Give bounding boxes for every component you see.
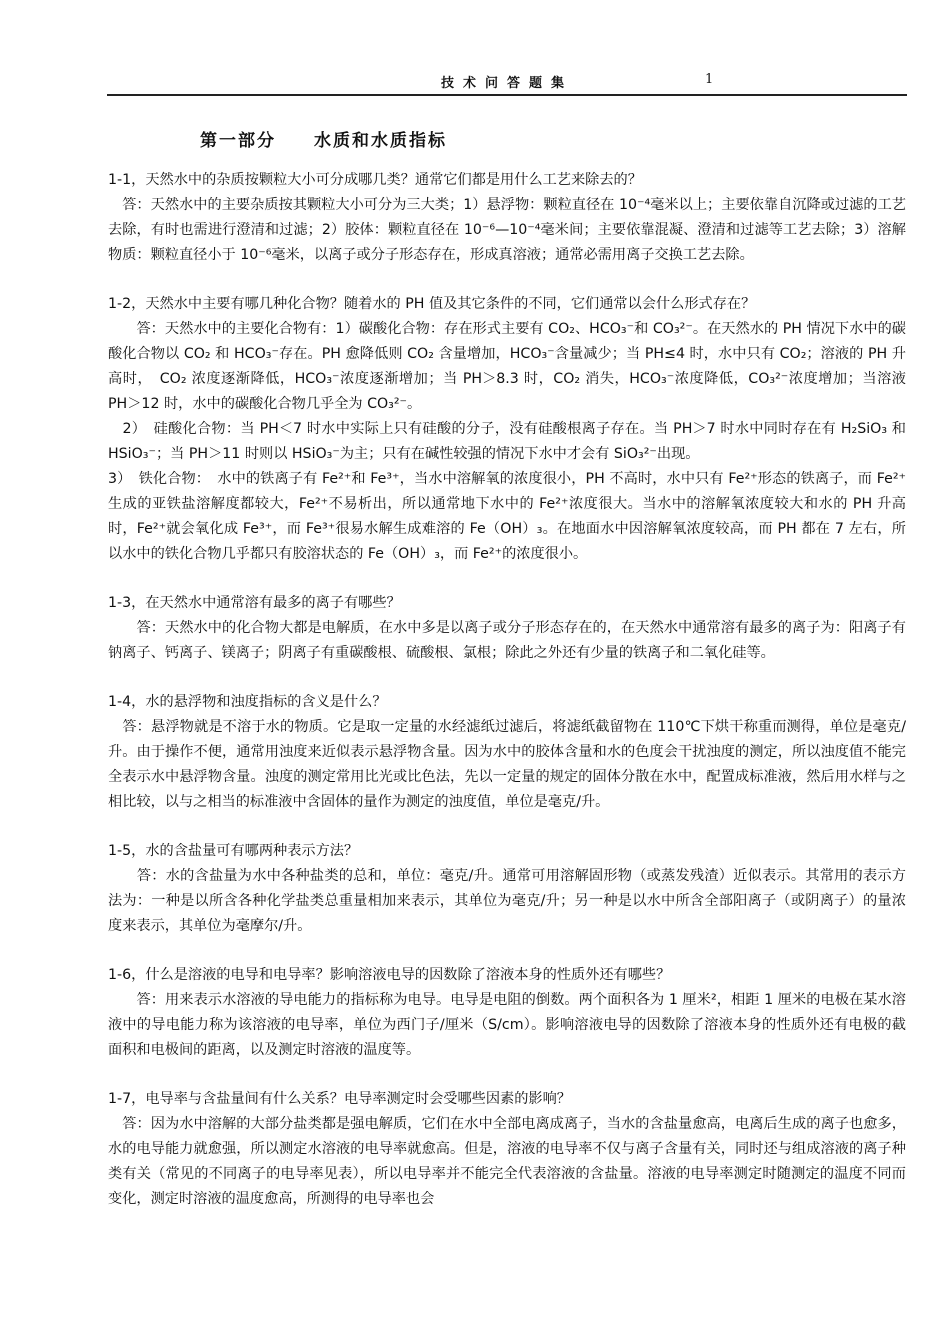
answer-1-2-carbonate: 答：天然水中的主要化合物有：1）碳酸化合物：存在形式主要有 CO₂、HCO₃⁻和 CO₃²⁻。在天然水的 PH 情况下水中的碳酸化合物以 CO₂ 和 HCO₃⁻存在。PH 愈降低则 CO₂ 含量增加，HCO₃⁻含量减少；当 PH≤4 时，水中只有 CO₂；溶液的 PH 升高时， CO₂ 浓度逐渐降低，HCO₃⁻浓度逐渐增加；当 PH＞8.3 时，CO₂ 消失，HCO₃⁻浓度降低，CO₃²⁻浓度增加；当溶液 PH＞12 时，水中的碳酸化合物几乎全为 CO₃²⁻。 (108, 321, 906, 412)
question-1-4: 1-4，水的悬浮物和浊度指标的含义是什么？ (108, 694, 387, 710)
answer-1-1: 答：天然水中的主要杂质按其颗粒大小可分为三大类；1）悬浮物：颗粒直径在 10⁻⁴毫米以上；主要依靠自沉降或过滤的工艺去除，有时也需进行澄清和过滤；2）胶体：颗粒直径在 10⁻⁶—10⁻⁴毫米间；主要依靠混凝、澄清和过滤等工艺去除；3）溶解物质：颗粒直径小于 10⁻⁶毫米，以离子或分子形态存在，形成真溶液；通常必需用离子交换工艺去除。 (108, 197, 906, 263)
part-title: 第一部分 水质和水质指标 (200, 131, 447, 151)
header-title: 技术问答题集 (440, 76, 573, 91)
document-body (108, 168, 906, 1212)
question-1-2: 1-2，天然水中主要有哪几种化合物？随着水的 PH 值及其它条件的不同，它们通常以会什么形式存在？ (108, 296, 756, 312)
answer-1-5: 答：水的含盐量为水中各种盐类的总和，单位：毫克/升。通常可用溶解固形物（或蒸发残渣）近似表示。其常用的表示方法为：一种是以所含各种化学盐类总重量相加来表示，其单位为毫克/升；另一种是以水中所含全部阳离子（或阴离子）的量浓度来表示，其单位为毫摩尔/升。 (108, 868, 906, 934)
question-1-6: 1-6，什么是溶液的电导和电导率？影响溶液电导的因数除了溶液本身的性质外还有哪些？ (108, 967, 671, 983)
page-number: 1 (705, 72, 714, 87)
question-1-1: 1-1，天然水中的杂质按颗粒大小可分成哪几类？通常它们都是用什么工艺来除去的？ (108, 172, 642, 188)
question-1-3: 1-3，在天然水中通常溶有最多的离子有哪些？ (108, 595, 401, 611)
question-1-5: 1-5，水的含盐量可有哪两种表示方法？ (108, 843, 359, 859)
page-header (107, 72, 907, 96)
answer-1-3: 答：天然水中的化合物大都是电解质，在水中多是以离子或分子形态存在的，在天然水中通常溶有最多的离子为：阳离子有钠离子、钙离子、镁离子；阴离子有重碳酸根、硫酸根、氯根；除此之外还有少量的铁离子和二氧化硅等。 (108, 620, 906, 661)
answer-1-2-silicate: 2） 硅酸化合物：当 PH＜7 时水中实际上只有硅酸的分子，没有硅酸根离子存在。当 PH＞7 时水中同时存在有 H₂SiO₃ 和 HSiO₃⁻；当 PH＞11 时则以 HSiO₃⁻为主；只有在碱性较强的情况下水中才会有 SiO₃²⁻出现。 (108, 421, 906, 462)
answer-1-4: 答：悬浮物就是不溶于水的物质。它是取一定量的水经滤纸过滤后，将滤纸截留物在 110℃下烘干称重而测得，单位是毫克/升。由于操作不便，通常用浊度来近似表示悬浮物含量。因为水中的胶体含量和水的色度会干扰浊度的测定，所以浊度值不能完全表示水中悬浮物含量。浊度的测定常用比光或比色法，先以一定量的规定的固体分散在水中，配置成标准液，然后用水样与之相比较，以与之相当的标准液中含固体的量作为测定的浊度值，单位是毫克/升。 (108, 719, 906, 810)
question-1-7: 1-7，电导率与含盐量间有什么关系？电导率测定时会受哪些因素的影响？ (108, 1091, 571, 1107)
answer-1-6: 答：用来表示水溶液的导电能力的指标称为电导。电导是电阻的倒数。两个面积各为 1 厘米²，相距 1 厘米的电极在某水溶液中的导电能力称为该溶液的电导率，单位为西门子/厘米（S/cm）。影响溶液电导的因数除了溶液本身的性质外还有电极的截面积和电极间的距离，以及测定时溶液的温度等。 (108, 992, 906, 1058)
answer-1-2-iron: 3） 铁化合物： 水中的铁离子有 Fe²⁺和 Fe³⁺，当水中溶解氧的浓度很小，PH 不高时，水中只有 Fe²⁺形态的铁离子，而 Fe²⁺生成的亚铁盐溶解度都较大，Fe²⁺不易析出，所以通常地下水中的 Fe²⁺浓度很大。当水中的溶解氧浓度较大和水的 PH 升高时，Fe²⁺就会氧化成 Fe³⁺，而 Fe³⁺很易水解生成难溶的 Fe（OH）₃。在地面水中因溶解氧浓度较高，而 PH 都在 7 左右，所以水中的铁化合物几乎都只有胶溶状态的 Fe（OH）₃，而 Fe²⁺的浓度很小。 (108, 471, 906, 562)
answer-1-7: 答：因为水中溶解的大部分盐类都是强电解质，它们在水中全部电离成离子，当水的含盐量愈高，电离后生成的离子也愈多，水的电导能力就愈强，所以测定水溶液的电导率就愈高。但是，溶液的电导率不仅与离子含量有关，同时还与组成溶液的离子种类有关（常见的不同离子的电导率见表），所以电导率并不能完全代表溶液的含盐量。溶液的电导率测定时随测定的温度不同而变化，测定时溶液的温度愈高，所测得的电导率也会 (108, 1116, 906, 1207)
